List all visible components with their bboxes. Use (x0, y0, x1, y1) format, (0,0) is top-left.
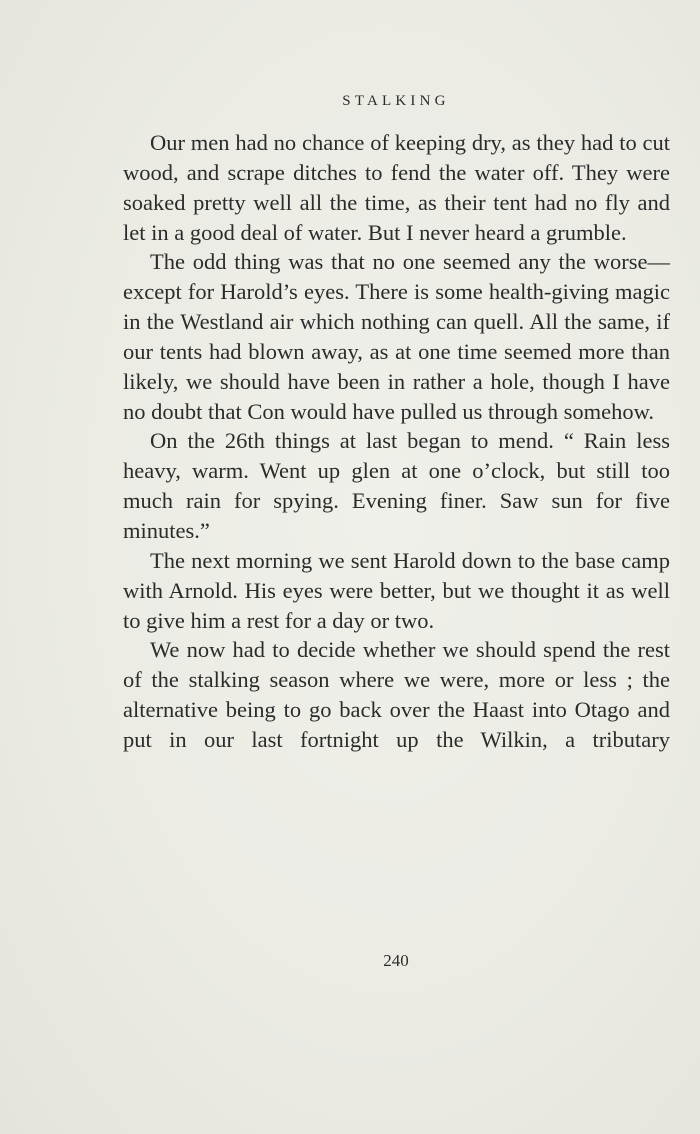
paragraph: We now had to decide whether we should spend the rest of the stalking season where we were, more or less ; the alternative being to go back over the Haast into Otago and put in our last fortnight up the Wilkin, a tributary (123, 637, 670, 752)
page-number: 240 (383, 951, 409, 970)
running-head: STALKING (342, 93, 450, 109)
paragraph: Our men had no chance of keeping dry, as they had to cut wood, and scrape ditches to fend the water off. They were soaked pretty well all the time, as their tent had no fly and let in a good deal of water. But I never heard a grumble. (123, 130, 670, 245)
paragraph: On the 26th things at last began to mend. “ Rain less heavy, warm. Went up glen at one o’clock, but still too much rain for spying. Evening finer. Saw sun for five minutes.” (123, 428, 670, 543)
paragraph: The next morning we sent Harold down to the base camp with Arnold. His eyes were better, but we thought it as well to give him a rest for a day or two. (123, 547, 670, 633)
body-text (123, 128, 670, 755)
paragraph: The odd thing was that no one seemed any the worse—except for Harold’s eyes. There is some health-giving magic in the Westland air which nothing can quell. All the same, if our tents had blown away, as at one time seemed more than likely, we should have been in rather a hole, though I have no doubt that Con would have pulled us through somehow. (123, 249, 670, 424)
